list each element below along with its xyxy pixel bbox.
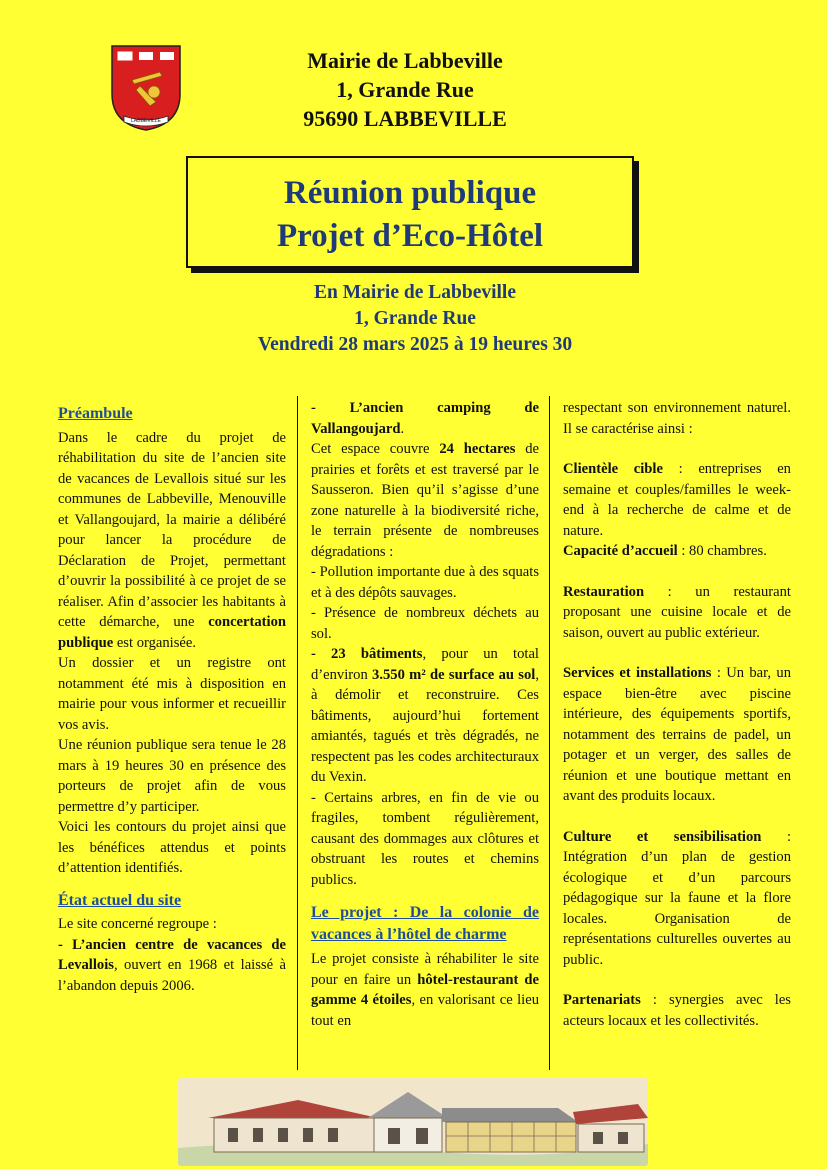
title-line-1: Réunion publique (283, 175, 537, 211)
restauration-item (563, 582, 791, 644)
preambule-paragraph (58, 428, 286, 654)
partenariats-text: : synergies avec les acteurs locaux et les collectivités. (563, 992, 791, 1029)
services-label: Services et installations (563, 665, 712, 681)
dossier-paragraph: Un dossier et un registre ont notamment été mis à disposition en mairie pour vous informer et recueillir vos avis. (58, 655, 286, 733)
column-divider-1 (297, 396, 298, 1070)
event-info (180, 280, 650, 358)
title-box (186, 156, 634, 268)
event-datetime: Vendredi 28 mars 2025 à 19 heures 30 (257, 334, 573, 355)
mairie-name: Mairie de Labbeville (307, 48, 503, 73)
hotel-sketch-icon (178, 1078, 648, 1166)
culture-item (563, 827, 791, 971)
degradation-3-d: , à démolir et reconstruire. Ces bâtiments, aujourd’hui fortement amiantés, tagués et très dégradés, ne respectent pas les codes architecturaux du Vexin. (311, 666, 539, 785)
degradation-2: - Présence de nombreux déchets au sol. (311, 605, 539, 642)
services-text: : Un bar, un espace bien-être avec piscine intérieure, des équipements sportifs, notamment des terrains de padel, un potager et un verger, des salles de réunion et une boutique mettant en avant des produits locaux. (563, 665, 791, 804)
degradation-3-a: - 23 bâtiments (311, 646, 423, 662)
partenariats-label: Partenariats (563, 992, 641, 1008)
degradation-3-c: 3.550 m² de surface au sol (372, 666, 536, 683)
camping-text-c: de prairies et forêts et est traversé par le Sausseron. Bien qu’il s’agisse d’une zone naturelle à la biodiversité riche, le terrain présente de nombreuses dégradations : (311, 441, 540, 560)
preambule-text-c: est organisée. (116, 634, 196, 651)
characteristics-intro: respectant son environnement naturel. Il se caractérise ainsi : (563, 400, 791, 437)
restauration-text: : un restaurant proposant une cuisine locale et de saison, ouvert au public extérieur. (563, 583, 791, 641)
event-place: En Mairie de Labbeville (313, 282, 517, 303)
projet-text-b: hôtel-restaurant de gamme 4 étoiles (311, 971, 539, 1008)
culture-text: : Intégration d’un plan de gestion écologique et d’un parcours pédagogique sur la faune et la flore locales. Organisation de représentations culturelles ouvertes au public. (563, 828, 792, 968)
title-line-2: Projet d’Eco-Hôtel (276, 218, 544, 254)
preambule-text-b: concertation publique (58, 614, 286, 651)
mairie-header (240, 46, 570, 133)
partenariats-item (563, 990, 791, 1031)
etat-intro: Le site concerné regroupe : (58, 916, 217, 932)
capacite-item (563, 541, 791, 562)
camping-heading: - L’ancien camping de Vallangoujard. (311, 400, 539, 437)
capacite-text: : 80 chambres. (677, 543, 767, 559)
camping-text-b: 24 hectares (439, 441, 516, 457)
services-item (563, 663, 791, 807)
column-3 (563, 398, 791, 1031)
clientele-text: : entreprises en semaine et couples/familles le week-end à la recherche de calme et de nature. (563, 461, 791, 539)
mairie-city: 95690 LABBEVILLE (303, 106, 507, 131)
restauration-label: Restauration (563, 583, 645, 600)
contours-paragraph: Voici les contours du projet ainsi que les bénéfices attendus et points d’attention identifiés. (58, 819, 286, 876)
section-projet-title: Le projet : De la colonie de vacances à l’hôtel de charme (311, 904, 539, 943)
degradation-4: - Certains arbres, en fin de vie ou fragiles, tombent régulièrement, causant des dommages aux clôtures et obstruant les routes et chemins publics. (311, 789, 539, 888)
clientele-item (563, 459, 791, 541)
section-etat-title: État actuel du site (58, 891, 182, 909)
reunion-paragraph: Une réunion publique sera tenue le 28 mars à 19 heures 30 en présence des porteurs de projet afin de vous permettre d’y participer. (58, 737, 286, 815)
svg-text:LABBEVILLE: LABBEVILLE (131, 118, 161, 124)
projet-paragraph (311, 949, 539, 1031)
event-address: 1, Grande Rue (354, 308, 476, 329)
camping-text-a: Cet espace couvre (311, 441, 430, 457)
column-divider-2 (549, 396, 550, 1070)
projet-text-a: Le projet consiste à réhabiliter le site pour en faire un (311, 951, 539, 988)
column-2 (311, 398, 539, 1031)
degradation-1: - Pollution importante due à des squats et à des dépôts sauvages. (311, 564, 539, 601)
etat-centre-text: , ouvert en 1968 et laissé à l’abandon depuis 2006. (58, 957, 286, 994)
column-1 (58, 398, 286, 996)
section-preambule-title: Préambule (58, 405, 133, 422)
etat-centre-paragraph (58, 935, 286, 997)
preambule-text-a: Dans le cadre du projet de réhabilitation du site de l’ancien site de vacances de Levallois situé sur les communes de Labbeville, Menouville et Vallangoujard, la mairie a délibéré pour lancer la procédure de Déclaration de Projet, permettant d’ouvrir la possibilité à ce projet de se réaliser. Afin d’associer les habitants à cette démarche, une (58, 429, 286, 630)
capacite-label: Capacité d’accueil (563, 543, 678, 559)
mairie-street: 1, Grande Rue (336, 77, 474, 102)
etat-centre-bold: - L’ancien centre de vacances de Levallois (58, 936, 286, 973)
clientele-label: Clientèle cible (563, 461, 663, 477)
labbeville-crest-icon (110, 44, 182, 132)
camping-heading-text: - L’ancien camping de Vallangoujard (311, 400, 539, 437)
camping-paragraph (311, 439, 539, 562)
degradation-3 (311, 644, 539, 788)
degradation-3-b: , pour un total d’environ (311, 646, 539, 683)
culture-label: Culture et sensibilisation (563, 828, 762, 845)
projet-text-c: , en valorisant ce lieu tout en (311, 992, 539, 1029)
